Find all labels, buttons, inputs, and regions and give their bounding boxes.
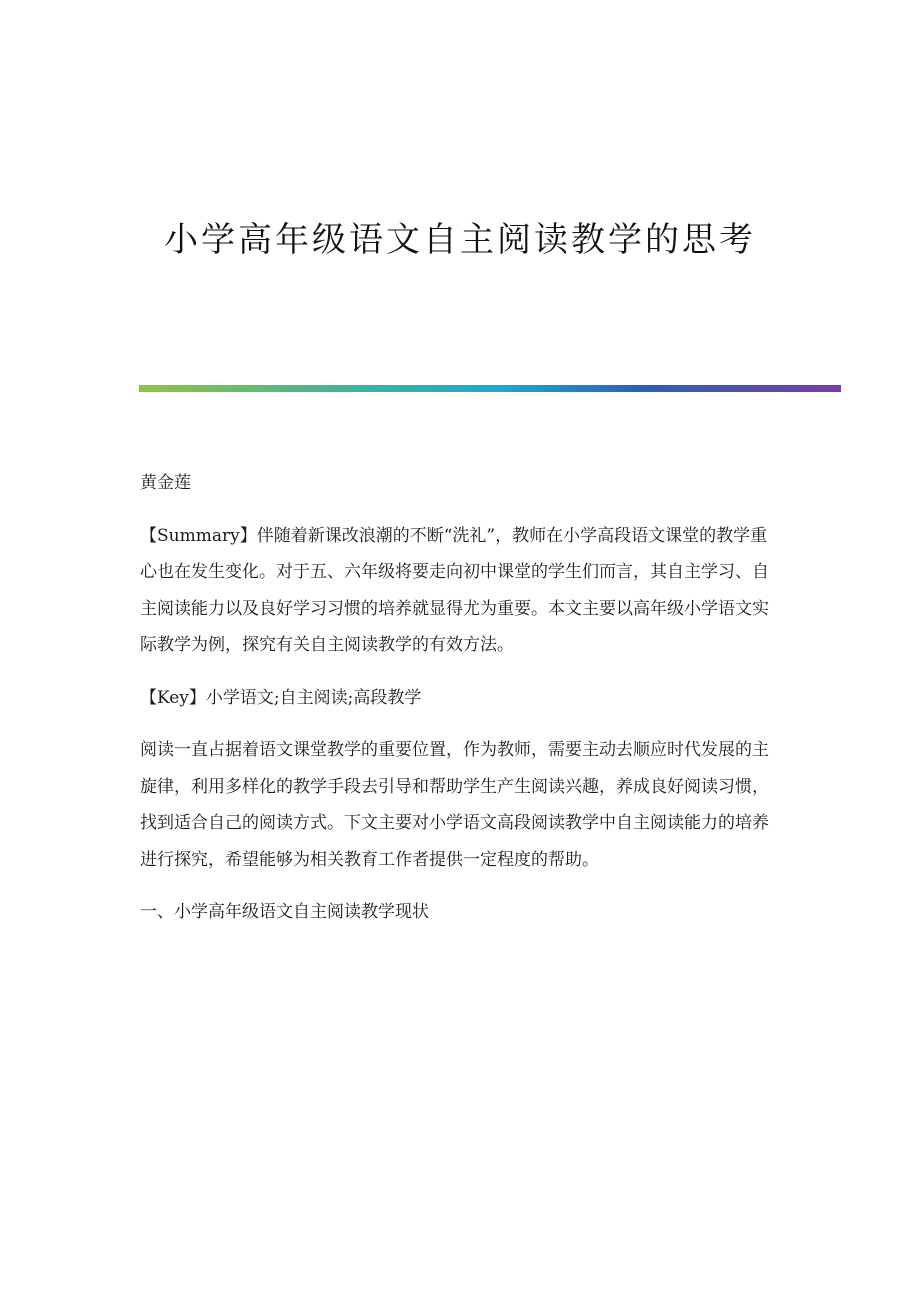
summary-text: 伴随着新课改浪潮的不断“洗礼”，教师在小学高段语文课堂的教学重心也在发生变化。对于五、六年级将要走向初中课堂的学生们而言，其自主学习、自主阅读能力以及良好学习习惯的培养就显得尤为重要。本文主要以高年级小学语文实际教学为例，探究有关自主阅读教学的有效方法。	[140, 525, 769, 655]
summary-paragraph	[140, 518, 780, 664]
author-name: 黄金莲	[140, 473, 191, 493]
section-heading: 一、小学高年级语文自主阅读教学现状	[140, 902, 429, 922]
summary-label: 【Summary】	[140, 525, 257, 546]
keywords-text: 小学语文;自主阅读;高段教学	[205, 687, 422, 708]
keywords-label: 【Key】	[140, 687, 206, 708]
document-title: 小学高年级语文自主阅读教学的思考	[164, 220, 756, 260]
title-divider	[139, 385, 841, 392]
keywords-paragraph	[140, 680, 780, 717]
document-body	[140, 465, 780, 931]
intro-paragraph: 阅读一直占据着语文课堂教学的重要位置，作为教师，需要主动去顺应时代发展的主旋律，利用多样化的教学手段去引导和帮助学生产生阅读兴趣，养成良好阅读习惯，找到适合自己的阅读方式。下文主要对小学语文高段阅读教学中自主阅读能力的培养进行探究，希望能够为相关教育工作者提供一定程度的帮助。	[140, 740, 769, 870]
